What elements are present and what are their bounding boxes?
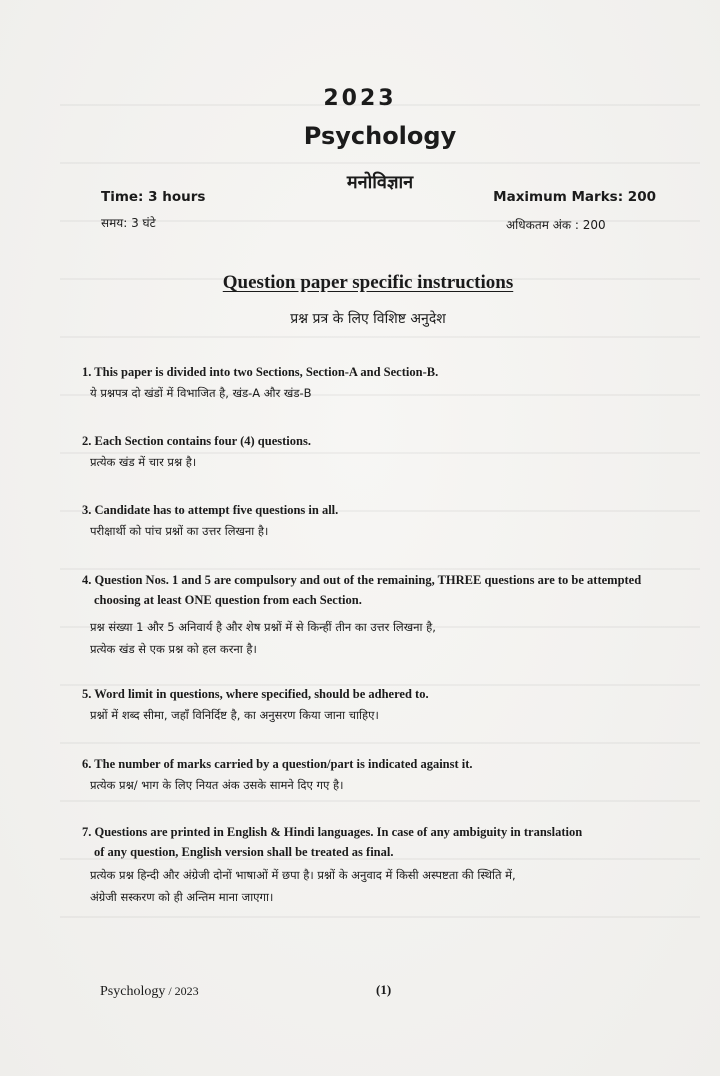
instruction-5 bbox=[82, 684, 692, 726]
instruction-3 bbox=[82, 500, 692, 542]
instruction-text-en-cont: of any question, English version shall be treated as final. bbox=[94, 845, 394, 859]
instruction-text-hi: प्रश्न संख्या 1 और 5 अनिवार्य है और शेष प्रश्नों में से किन्हीं तीन का उत्तर लिखना है, bbox=[90, 620, 436, 634]
instruction-text-en: 5. Word limit in questions, where specified, should be adhered to. bbox=[82, 687, 429, 701]
instruction-text-hi: ये प्रश्नपत्र दो खंडों में विभाजित है, खंड-A और खंड-B bbox=[90, 386, 312, 400]
instructions-heading-hindi: प्रश्न प्रत्र के लिए विशिष्ट अनुदेश bbox=[290, 311, 446, 327]
instruction-text-hi-cont: प्रत्येक खंड से एक प्रश्न को हल करना है। bbox=[90, 642, 257, 656]
instructions-heading: Question paper specific instructions bbox=[222, 272, 514, 293]
instruction-text-en: 2. Each Section contains four (4) questions. bbox=[82, 434, 311, 448]
instruction-2 bbox=[82, 431, 692, 473]
footer-year: / 2023 bbox=[165, 984, 199, 998]
instruction-text-hi: परीक्षार्थी को पांच प्रश्नों का उत्तर लिखना है। bbox=[90, 524, 269, 538]
instruction-1 bbox=[82, 362, 692, 404]
footer-subject bbox=[100, 984, 199, 1000]
instruction-text-en: 6. The number of marks carried by a question/part is indicated against it. bbox=[82, 757, 473, 771]
instruction-text-hi: प्रत्येक खंड में चार प्रश्न है। bbox=[90, 455, 197, 469]
subject-title: Psychology bbox=[303, 122, 457, 150]
instruction-text-en: 1. This paper is divided into two Sections, Section-A and Section-B. bbox=[82, 365, 439, 379]
maximum-marks-hindi: अधिकतम अंक : 200 bbox=[506, 218, 606, 232]
instruction-text-hi: प्रश्नों में शब्द सीमा, जहाँ विनिर्दिष्ट है, का अनुसरण किया जाना चाहिए। bbox=[90, 708, 379, 722]
instruction-6 bbox=[82, 754, 692, 796]
instruction-text-en: 4. Question Nos. 1 and 5 are compulsory and out of the remaining, THREE questions are to be attempted bbox=[82, 573, 642, 587]
instruction-text-en: 3. Candidate has to attempt five questions in all. bbox=[82, 503, 339, 517]
instruction-text-hi: प्रत्येक प्रश्न हिन्दी और अंग्रेजी दोनों भाषाओं में छपा है। प्रश्नों के अनुवाद में किसी अस्पष्टता की स्थिति में, bbox=[90, 868, 516, 882]
instruction-text-en: 7. Questions are printed in English & Hindi languages. In case of any ambiguity in translation bbox=[82, 825, 583, 839]
page-number: (1) bbox=[376, 982, 392, 997]
time-allowed-hindi: समय: 3 घंटे bbox=[101, 216, 156, 230]
instruction-7 bbox=[82, 822, 692, 908]
instruction-text-hi-cont: अंग्रेजी सस्करण को ही अन्तिम माना जाएगा। bbox=[90, 890, 274, 904]
instruction-text-en-cont: choosing at least ONE question from each Section. bbox=[94, 593, 362, 607]
exam-year: 2023 bbox=[323, 86, 397, 111]
maximum-marks: Maximum Marks: 200 bbox=[493, 189, 656, 205]
footer-subject-name: Psychology bbox=[100, 984, 166, 999]
subject-title-hindi: मनोविज्ञान bbox=[346, 172, 414, 193]
instruction-4 bbox=[82, 570, 692, 660]
instruction-text-hi: प्रत्येक प्रश्न/ भाग के लिए नियत अंक उसके सामने दिए गए है। bbox=[90, 778, 344, 792]
time-allowed: Time: 3 hours bbox=[101, 189, 206, 205]
